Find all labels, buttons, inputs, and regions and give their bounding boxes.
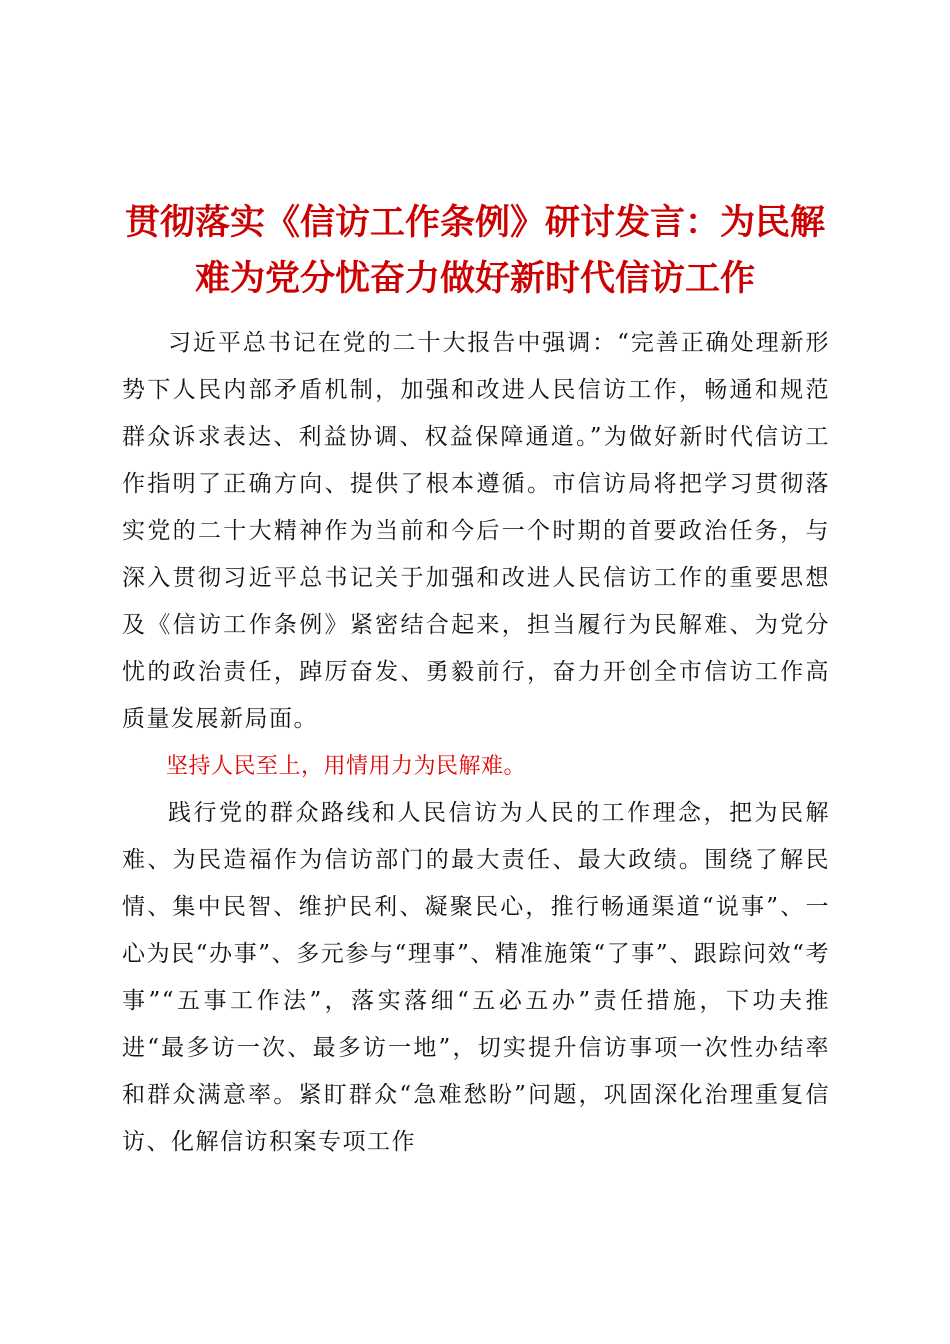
document-body	[122, 320, 830, 1166]
document-title: 贯彻落实《信访工作条例》研讨发言：为民解难为党分忧奋力做好新时代信访工作	[124, 202, 825, 299]
section-heading: 坚持人民至上，用情用力为民解难。	[166, 754, 527, 779]
section-paragraph: 践行党的群众路线和人民信访为人民的工作理念，把为民解难、为民造福作为信访部门的最大责任、最大政绩。围绕了解民情、集中民智、维护民利、凝聚民心，推行畅通渠道“说事”、一心为民“办事”、多元参与“理事”、精准施策“了事”、跟踪问效“考事”“五事工作法”，落实落细“五必五办”责任措施，下功夫推进“最多访一次、最多访一地”，切实提升信访事项一次性办结率和群众满意率。紧盯群众“急难愁盼”问题，巩固深化治理重复信访、化解信访积案专项工作	[122, 800, 830, 1155]
intro-paragraph: 习近平总书记在党的二十大报告中强调：“完善正确处理新形势下人民内部矛盾机制，加强和改进人民信访工作，畅通和规范群众诉求表达、利益协调、权益保障通道。”为做好新时代信访工作指明了正确方向、提供了根本遵循。市信访局将把学习贯彻落实党的二十大精神作为当前和今后一个时期的首要政治任务，与深入贯彻习近平总书记关于加强和改进人民信访工作的重要思想及《信访工作条例》紧密结合起来，担当履行为民解难、为党分忧的政治责任，踔厉奋发、勇毅前行，奋力开创全市信访工作高质量发展新局面。	[122, 330, 830, 732]
